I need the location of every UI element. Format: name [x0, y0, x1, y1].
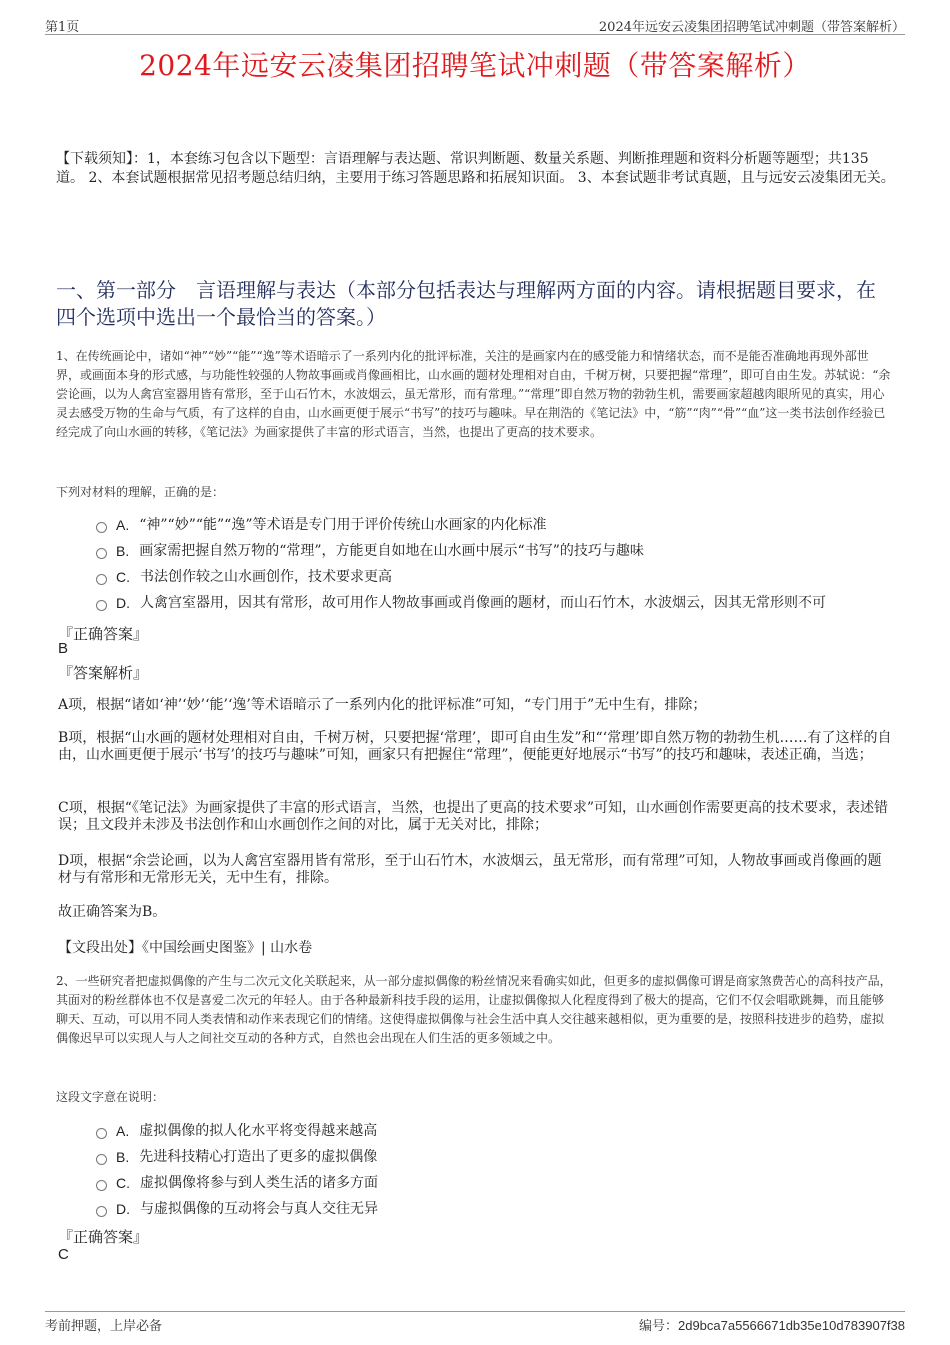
page-header	[45, 14, 905, 35]
option-letter: C.	[116, 569, 130, 585]
analysis-item-a: A项，根据“诸如‘神’‘妙’‘能’‘逸’等术语暗示了一系列内化的批评标准”可知，“专门用于”无中生有，排除；	[58, 697, 707, 713]
question-2-option-a[interactable]	[96, 1118, 910, 1144]
page-number: 第1页	[45, 20, 80, 35]
radio-icon[interactable]	[96, 1180, 107, 1191]
radio-icon[interactable]	[96, 1128, 107, 1139]
footer-code-value: 2d9bca7a5566671db35e10d783907f38	[677, 1318, 905, 1333]
section-heading: 一、第一部分 言语理解与表达（本部分包括表达与理解两方面的内容。请根据题目要求，在四个选项中选出一个最恰当的答案。）	[56, 278, 876, 329]
option-letter: C.	[116, 1175, 130, 1191]
correct-answer-label: 『正确答案』	[58, 625, 149, 643]
question-1-option-a[interactable]	[96, 512, 910, 538]
passage-source: 【文段出处】《中国绘画史图鉴》| 山水卷	[58, 940, 313, 956]
option-letter: D.	[116, 595, 130, 611]
option-letter: B.	[116, 543, 130, 559]
page-title: 2024年远安云凌集团招聘笔试冲刺题（带答案解析）	[139, 49, 811, 82]
footer-code-label: 编号：	[638, 1319, 678, 1334]
question-2-option-c[interactable]	[96, 1170, 910, 1196]
radio-icon[interactable]	[96, 600, 107, 611]
option-text: 人禽宫室器用，因其有常形，故可用作人物故事画或肖像画的题材，而山石竹木，水波烟云，因其无常形则不可	[140, 595, 826, 611]
radio-icon[interactable]	[96, 574, 107, 585]
question-1-prompt: 下列对材料的理解，正确的是：	[56, 485, 225, 499]
analysis-item-c: C项，根据“《笔记法》为画家提供了丰富的形式语言，当然，也提出了更高的技术要求”可知，山水画创作需要更高的技术要求，表述错误；且文段并未涉及书法创作和山水画创作之间的对比，属于无关对比，排除；	[58, 800, 889, 833]
question-2-options	[96, 1118, 910, 1222]
option-text: 虚拟偶像将参与到人类生活的诸多方面	[140, 1175, 378, 1191]
option-letter: D.	[116, 1201, 130, 1217]
question-2-prompt: 这段文字意在说明：	[56, 1090, 165, 1104]
question-2-option-b[interactable]	[96, 1144, 910, 1170]
radio-icon[interactable]	[96, 548, 107, 559]
question-1-passage: 1、在传统画论中，诸如“神”“妙”“能”“逸”等术语暗示了一系列内化的批评标准，关注的是画家内在的感受能力和情绪状态，而不是能否准确地再现外部世界，或画面本身的形式感，与功能性较强的人物故事画或肖像画相比，山水画的题材处理相对自由，千树万树，只要把握“常理”，即可自由生发。苏轼说：“余尝论画，以为人禽宫室器用皆有常形，至于山石竹木，水波烟云，虽无常形，而有常理。”“常理”即自然万物的勃勃生机，需要画家超越肉眼所见的真实，用心灵去感受万物的生命与气质，有了这样的自由，山水画更便于展示“书写”的技巧与趣味。早在荆浩的《笔记法》中，“筋”“肉”“骨”“血”这一类书法创作经验已经完成了向山水画的转移，《笔记法》为画家提供了丰富的形式语言，当然，也提出了更高的技术要求。	[56, 349, 891, 439]
analysis-conclusion: 故正确答案为B。	[58, 904, 167, 920]
question-1-options	[96, 512, 910, 616]
radio-icon[interactable]	[96, 1206, 107, 1217]
option-text: 书法创作较之山水画创作，技术要求更高	[140, 569, 392, 585]
question-2-passage: 2、一些研究者把虚拟偶像的产生与二次元文化关联起来，从一部分虚拟偶像的粉丝情况来看确实如此，但更多的虚拟偶像可谓是商家煞费苦心的高科技产品，其面对的粉丝群体也不仅是喜爱二次元的年轻人。由于各种最新科技手段的运用，让虚拟偶像拟人化程度得到了极大的提高，它们不仅会唱歌跳舞，而且能够聊天、互动，可以用不同人类表情和动作来表现它们的情绪。这使得虚拟偶像与社会生活中真人交往越来越相似，更为重要的是，按照科技进步的趋势，虚拟偶像迟早可以实现人与人之间社交互动的各种方式，自然也会出现在人们生活的更多领域之中。	[56, 974, 892, 1045]
correct-answer-value: B	[58, 640, 69, 657]
radio-icon[interactable]	[96, 522, 107, 533]
question-2-option-d[interactable]	[96, 1196, 910, 1222]
correct-answer-label: 『正确答案』	[58, 1228, 149, 1246]
question-1-option-b[interactable]	[96, 538, 910, 564]
option-letter: A.	[116, 1123, 130, 1139]
radio-icon[interactable]	[96, 1154, 107, 1165]
correct-answer-value: C	[58, 1246, 69, 1263]
page-footer	[45, 1311, 905, 1334]
analysis-item-d: D项，根据“余尝论画，以为人禽宫室器用皆有常形，至于山石竹木，水波烟云，虽无常形，而有常理”可知，人物故事画或肖像画的题材与有常形和无常形无关，无中生有，排除。	[58, 853, 882, 886]
option-text: 画家需把握自然万物的“常理”，方能更自如地在山水画中展示“书写”的技巧与趣味	[139, 543, 644, 559]
option-text: 与虚拟偶像的互动将会与真人交往无异	[140, 1201, 378, 1217]
option-text: 先进科技精心打造出了更多的虚拟偶像	[139, 1149, 378, 1165]
option-letter: A.	[116, 517, 130, 533]
header-doc-title: 2024年远安云凌集团招聘笔试冲刺题（带答案解析）	[598, 20, 905, 35]
download-notice: 【下载须知】：1，本套练习包含以下题型：言语理解与表达题、常识判断题、数量关系题、判断推理题和资料分析题等题型；共135道。 2、本套试题根据常见招考题总结归纳，主要用于练习答题思路和拓展知识面。 3、本套试题非考试真题，且与远安云凌集团无关。	[56, 151, 895, 186]
footer-code	[639, 1315, 905, 1334]
analysis-label: 『答案解析』	[58, 664, 149, 682]
option-letter: B.	[116, 1149, 130, 1165]
question-1-option-c[interactable]	[96, 564, 910, 590]
question-1-option-d[interactable]	[96, 590, 910, 616]
option-text: “神”“妙”“能”“逸”等术语是专门用于评价传统山水画家的内化标准	[139, 517, 547, 533]
option-text: 虚拟偶像的拟人化水平将变得越来越高	[139, 1123, 378, 1139]
analysis-item-b: B项，根据“山水画的题材处理相对自由，千树万树，只要把握‘常理’，即可自由生发”和“‘常理’即自然万物的勃勃生机……有了这样的自由，山水画更便于展示‘书写’的技巧与趣味”可知，画家只有把握住“常理”，便能更好地展示“书写”的技巧和趣味，表述正确，当选；	[58, 730, 892, 763]
footer-slogan: 考前押题，上岸必备	[45, 1319, 163, 1334]
